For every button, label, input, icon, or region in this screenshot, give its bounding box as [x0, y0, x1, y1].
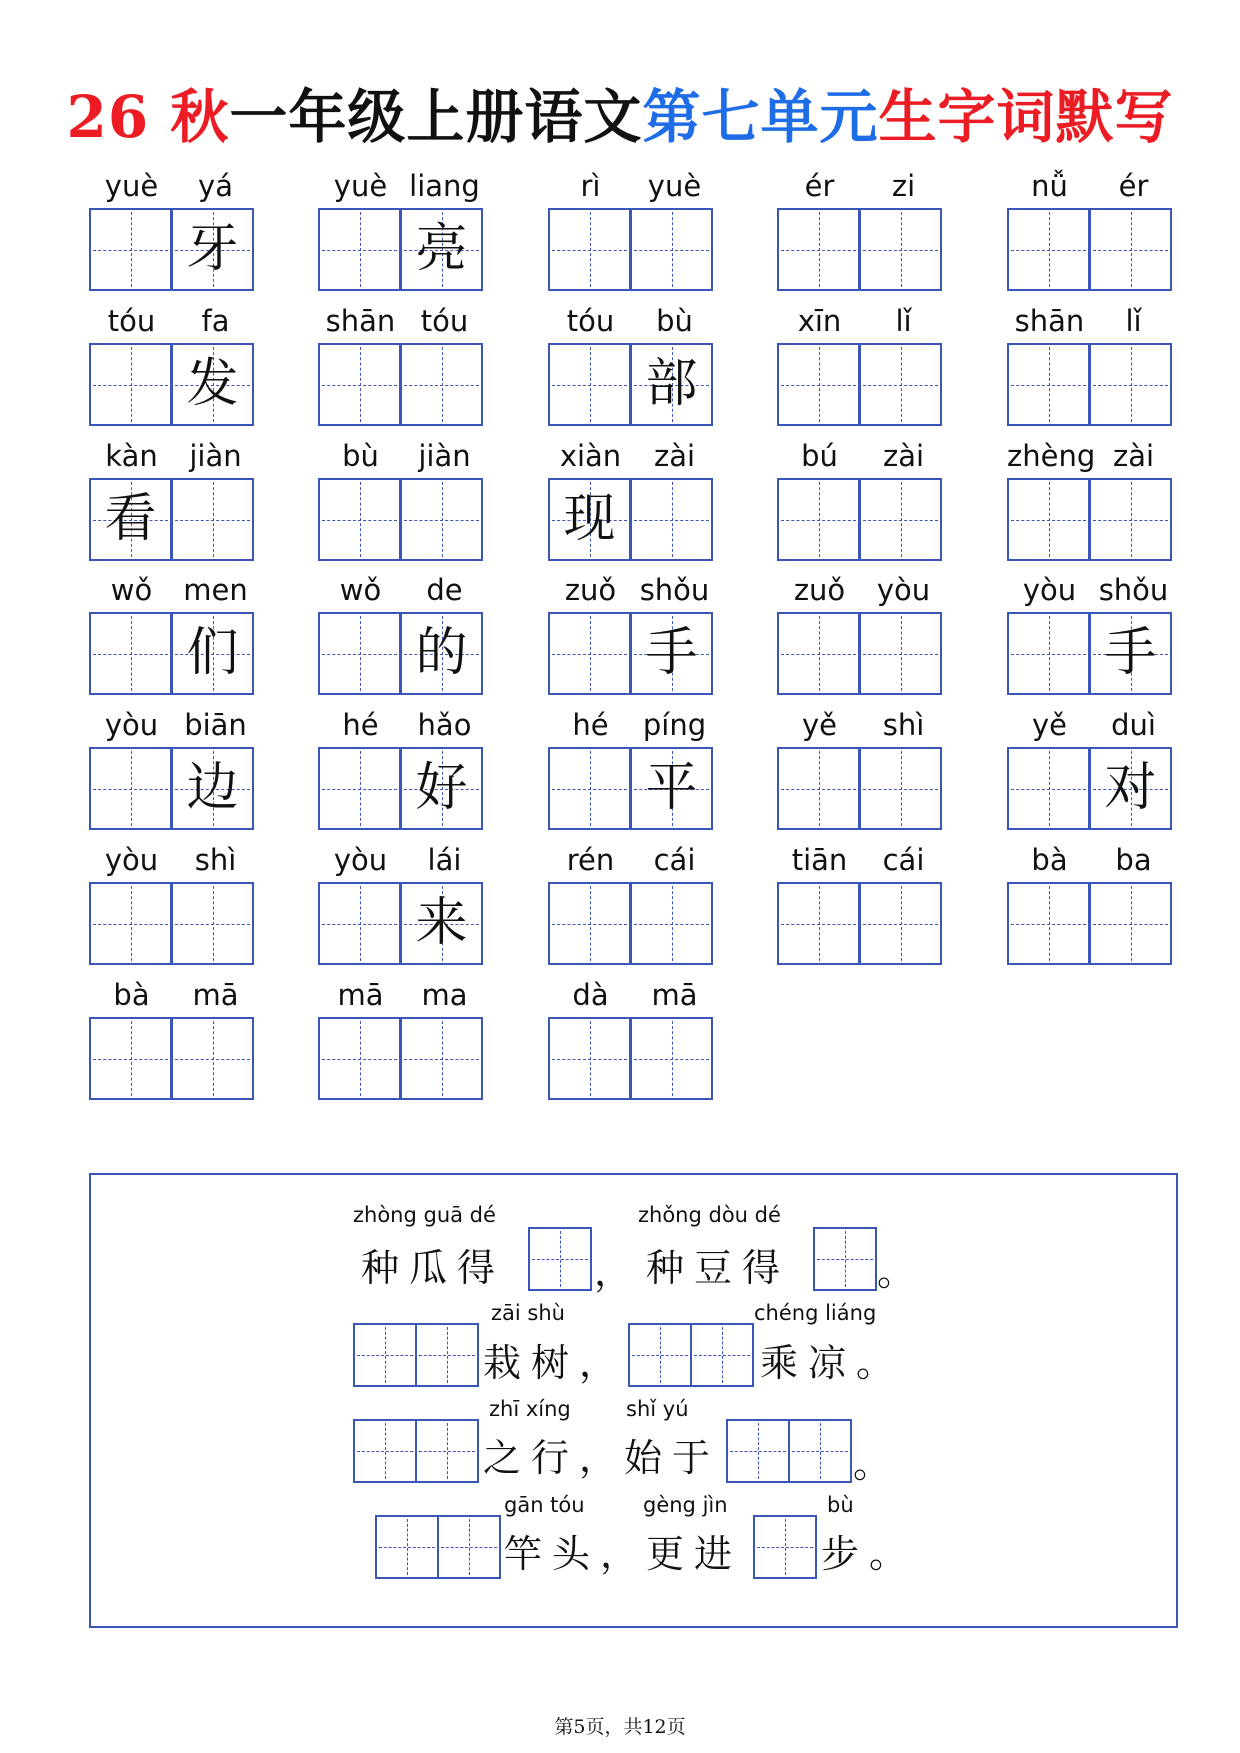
pinyin-row — [1007, 436, 1177, 476]
given-character — [779, 884, 858, 963]
tianzige-box[interactable] — [89, 478, 172, 561]
given-character — [320, 480, 399, 559]
pinyin-syllable: xīn — [797, 304, 842, 338]
grid-guide-horizontal — [817, 1259, 873, 1260]
pinyin-syllable: ér — [804, 169, 835, 203]
pinyin-row — [89, 975, 259, 1015]
tianzige-box[interactable] — [859, 343, 942, 426]
tianzige-box[interactable] — [1089, 343, 1172, 426]
sentence-pinyin: shǐ yú — [626, 1397, 689, 1421]
answer-box[interactable] — [528, 1227, 592, 1291]
tianzige-box[interactable] — [318, 343, 401, 426]
given-character — [320, 884, 399, 963]
tianzige-box[interactable] — [171, 882, 254, 965]
given-character — [320, 1019, 399, 1098]
tianzige-box[interactable] — [548, 612, 631, 695]
pinyin-syllable: shì — [194, 843, 237, 877]
pinyin-syllable: rén — [566, 843, 615, 877]
sentence-text: 始于 — [624, 1436, 721, 1480]
given-character — [1091, 210, 1170, 289]
pinyin-syllable: biān — [184, 708, 247, 742]
grid-guide-horizontal — [357, 1451, 413, 1452]
tianzige-box[interactable] — [1007, 747, 1090, 830]
pinyin-row — [318, 975, 488, 1015]
pinyin-syllable: tóu — [566, 304, 615, 338]
pinyin-syllable: shān — [1014, 304, 1085, 338]
title-topic: 生字词默写 — [878, 83, 1174, 151]
grid-guide-horizontal — [419, 1451, 475, 1452]
given-character — [861, 210, 940, 289]
pinyin-syllable: zuǒ — [793, 573, 846, 607]
given-character: 发 — [186, 354, 239, 414]
given-character — [91, 210, 170, 289]
tianzige-box[interactable] — [1089, 747, 1172, 830]
pinyin-row — [1007, 166, 1177, 206]
pinyin-syllable: zhèng — [1007, 439, 1096, 473]
pinyin-syllable: yòu — [1022, 573, 1077, 607]
pinyin-row — [318, 436, 488, 476]
pinyin-row — [777, 436, 947, 476]
tianzige-box[interactable] — [400, 747, 483, 830]
pinyin-row — [1007, 301, 1177, 341]
tianzige-box[interactable] — [1007, 882, 1090, 965]
pinyin-syllable: jiàn — [418, 439, 471, 473]
tianzige-box[interactable] — [548, 343, 631, 426]
given-character — [402, 345, 481, 424]
given-character: 平 — [645, 758, 698, 818]
tianzige-box[interactable] — [318, 478, 401, 561]
tianzige-box[interactable] — [1007, 208, 1090, 291]
answer-box[interactable] — [788, 1419, 852, 1483]
given-character: 看 — [104, 489, 157, 549]
given-character — [1009, 749, 1088, 828]
pinyin-syllable: shān — [325, 304, 396, 338]
page-footer: 第5页，共12页 — [554, 1716, 686, 1738]
pinyin-syllable: lái — [427, 843, 462, 877]
pinyin-syllable: mā — [192, 978, 239, 1012]
sentence-pinyin: chéng liáng — [754, 1301, 877, 1325]
title-term: 26 秋 — [66, 83, 230, 151]
grid-guide-horizontal — [357, 1355, 413, 1356]
pinyin-row — [548, 975, 718, 1015]
grid-guide-horizontal — [694, 1355, 750, 1356]
tianzige-box[interactable] — [630, 343, 713, 426]
answer-box[interactable] — [415, 1419, 479, 1483]
tianzige-box[interactable] — [548, 747, 631, 830]
pinyin-syllable: yuè — [104, 169, 159, 203]
pinyin-syllable: liang — [409, 169, 480, 203]
sentence-punctuation: 。 — [877, 1250, 926, 1294]
tianzige-box[interactable] — [89, 747, 172, 830]
sentence-punctuation: ， — [594, 1250, 643, 1294]
pinyin-syllable: yòu — [876, 573, 931, 607]
given-character — [91, 1019, 170, 1098]
tianzige-box[interactable] — [630, 747, 713, 830]
pinyin-syllable: jiàn — [189, 439, 242, 473]
tianzige-box[interactable] — [400, 208, 483, 291]
tianzige-box[interactable] — [1089, 612, 1172, 695]
sentence-pinyin: gèng jìn — [643, 1493, 728, 1517]
pinyin-syllable: lǐ — [1125, 304, 1142, 338]
given-character — [1091, 480, 1170, 559]
pinyin-syllable: bú — [801, 439, 838, 473]
title-unit: 第七单元 — [642, 83, 879, 151]
pinyin-syllable: píng — [642, 708, 707, 742]
tianzige-box[interactable] — [777, 478, 860, 561]
tianzige-box[interactable] — [1089, 208, 1172, 291]
pinyin-row — [548, 570, 718, 610]
given-character: 们 — [186, 623, 239, 683]
pinyin-syllable: bà — [113, 978, 150, 1012]
tianzige-box[interactable] — [171, 478, 254, 561]
tianzige-box[interactable] — [171, 747, 254, 830]
pinyin-row — [777, 705, 947, 745]
pinyin-syllable: yòu — [104, 708, 159, 742]
tianzige-box[interactable] — [400, 882, 483, 965]
given-character — [1009, 884, 1088, 963]
pinyin-syllable: mā — [337, 978, 384, 1012]
sentence-text: 乘凉。 — [760, 1341, 905, 1385]
tianzige-box[interactable] — [859, 612, 942, 695]
tianzige-box[interactable] — [400, 478, 483, 561]
pinyin-row — [318, 705, 488, 745]
given-character — [320, 614, 399, 693]
pinyin-syllable: zài — [1112, 439, 1155, 473]
given-character: 对 — [1104, 758, 1157, 818]
given-character — [632, 1019, 711, 1098]
given-character: 边 — [186, 758, 239, 818]
given-character — [1091, 884, 1170, 963]
tianzige-box[interactable] — [630, 882, 713, 965]
sentence-box — [89, 1173, 1178, 1628]
pinyin-syllable: lǐ — [895, 304, 912, 338]
given-character — [861, 614, 940, 693]
title-grade: 一年级上册语文 — [229, 83, 643, 151]
answer-box[interactable] — [813, 1227, 877, 1291]
given-character — [320, 749, 399, 828]
tianzige-box[interactable] — [318, 882, 401, 965]
tianzige-box[interactable] — [89, 612, 172, 695]
sentence-punctuation: 。 — [853, 1442, 902, 1486]
pinyin-syllable: hé — [342, 708, 379, 742]
tianzige-box[interactable] — [859, 882, 942, 965]
pinyin-syllable: zi — [891, 169, 916, 203]
sentence-text: 种瓜得 — [361, 1246, 506, 1290]
tianzige-box[interactable] — [1089, 478, 1172, 561]
pinyin-syllable: yuè — [647, 169, 702, 203]
given-character — [861, 884, 940, 963]
tianzige-box[interactable] — [89, 882, 172, 965]
given-character — [91, 884, 170, 963]
given-character — [402, 480, 481, 559]
tianzige-box[interactable] — [548, 1017, 631, 1100]
pinyin-syllable: fa — [201, 304, 230, 338]
given-character: 来 — [415, 893, 468, 953]
pinyin-row — [1007, 705, 1177, 745]
given-character — [1009, 614, 1088, 693]
tianzige-box[interactable] — [318, 612, 401, 695]
pinyin-syllable: tóu — [107, 304, 156, 338]
pinyin-syllable: yòu — [333, 843, 388, 877]
given-character — [1009, 480, 1088, 559]
given-character — [1091, 345, 1170, 424]
tianzige-box[interactable] — [171, 343, 254, 426]
pinyin-syllable: yá — [198, 169, 233, 203]
given-character — [91, 345, 170, 424]
pinyin-syllable: hé — [572, 708, 609, 742]
tianzige-box[interactable] — [859, 208, 942, 291]
given-character: 部 — [645, 354, 698, 414]
pinyin-row — [1007, 840, 1177, 880]
pinyin-syllable: xiàn — [559, 439, 622, 473]
tianzige-box[interactable] — [89, 1017, 172, 1100]
answer-box[interactable] — [437, 1515, 501, 1579]
given-character — [91, 749, 170, 828]
given-character — [779, 614, 858, 693]
given-character — [320, 210, 399, 289]
pinyin-row — [89, 705, 259, 745]
pinyin-syllable: nǚ — [1031, 169, 1068, 203]
sentence-pinyin: gān tóu — [504, 1493, 585, 1517]
sentence-pinyin: zāi shù — [491, 1301, 565, 1325]
tianzige-box[interactable] — [548, 208, 631, 291]
given-character — [173, 480, 252, 559]
tianzige-box[interactable] — [777, 208, 860, 291]
tianzige-box[interactable] — [318, 208, 401, 291]
tianzige-box[interactable] — [171, 612, 254, 695]
given-character — [632, 480, 711, 559]
given-character: 的 — [415, 623, 468, 683]
answer-box[interactable] — [353, 1323, 417, 1387]
pinyin-row — [548, 705, 718, 745]
tianzige-box[interactable] — [548, 882, 631, 965]
pinyin-syllable: cái — [653, 843, 696, 877]
pinyin-row — [548, 301, 718, 341]
pinyin-syllable: bà — [1031, 843, 1068, 877]
sentence-text: 竿头， — [504, 1532, 649, 1576]
given-character — [1009, 345, 1088, 424]
grid-guide-horizontal — [730, 1451, 786, 1452]
sentence-text: 之行， — [483, 1436, 628, 1480]
given-character — [550, 1019, 629, 1098]
tianzige-box[interactable] — [859, 747, 942, 830]
pinyin-syllable: wǒ — [110, 573, 153, 607]
given-character: 牙 — [186, 219, 239, 279]
tianzige-box[interactable] — [318, 747, 401, 830]
pinyin-row — [548, 436, 718, 476]
pinyin-syllable: kàn — [105, 439, 158, 473]
pinyin-syllable: zài — [882, 439, 925, 473]
pinyin-syllable: duì — [1111, 708, 1156, 742]
tianzige-box[interactable] — [171, 1017, 254, 1100]
tianzige-box[interactable] — [318, 1017, 401, 1100]
pinyin-syllable: tóu — [420, 304, 469, 338]
pinyin-row — [89, 166, 259, 206]
given-character: 手 — [1104, 623, 1157, 683]
tianzige-box[interactable] — [630, 612, 713, 695]
pinyin-row — [89, 436, 259, 476]
pinyin-syllable: yòu — [104, 843, 159, 877]
answer-box[interactable] — [690, 1323, 754, 1387]
given-character — [550, 749, 629, 828]
pinyin-syllable: yě — [1031, 708, 1067, 742]
pinyin-row — [548, 840, 718, 880]
pinyin-syllable: yě — [801, 708, 837, 742]
sentence-text: 更进 — [646, 1532, 743, 1576]
sentence-text: 步。 — [821, 1532, 918, 1576]
tianzige-box[interactable] — [777, 612, 860, 695]
grid-guide-horizontal — [379, 1547, 435, 1548]
pinyin-syllable: yuè — [333, 169, 388, 203]
pinyin-row — [1007, 570, 1177, 610]
grid-guide-horizontal — [532, 1259, 588, 1260]
given-character — [173, 884, 252, 963]
tianzige-box[interactable] — [1089, 882, 1172, 965]
given-character — [550, 884, 629, 963]
tianzige-box[interactable] — [630, 1017, 713, 1100]
answer-box[interactable] — [353, 1419, 417, 1483]
page-title — [0, 72, 1240, 162]
given-character — [320, 345, 399, 424]
tianzige-box[interactable] — [548, 478, 631, 561]
pinyin-syllable: shǒu — [1098, 573, 1169, 607]
given-character — [861, 480, 940, 559]
grid-guide-horizontal — [792, 1451, 848, 1452]
sentence-pinyin: zhòng guā dé — [353, 1203, 496, 1227]
tianzige-box[interactable] — [1007, 478, 1090, 561]
given-character — [861, 749, 940, 828]
tianzige-box[interactable] — [630, 478, 713, 561]
pinyin-syllable: ér — [1118, 169, 1149, 203]
pinyin-syllable: bù — [342, 439, 379, 473]
pinyin-row — [777, 840, 947, 880]
given-character: 好 — [415, 758, 468, 818]
tianzige-box[interactable] — [630, 208, 713, 291]
given-character: 亮 — [415, 219, 468, 279]
pinyin-syllable: cái — [882, 843, 925, 877]
given-character — [550, 345, 629, 424]
given-character — [91, 614, 170, 693]
tianzige-box[interactable] — [777, 747, 860, 830]
pinyin-syllable: de — [426, 573, 463, 607]
tianzige-box[interactable] — [400, 343, 483, 426]
tianzige-box[interactable] — [1007, 612, 1090, 695]
pinyin-row — [318, 166, 488, 206]
pinyin-syllable: bù — [656, 304, 693, 338]
given-character — [550, 614, 629, 693]
pinyin-syllable: rì — [580, 169, 601, 203]
given-character — [779, 480, 858, 559]
grid-guide-horizontal — [441, 1547, 497, 1548]
tianzige-box[interactable] — [777, 343, 860, 426]
tianzige-box[interactable] — [400, 1017, 483, 1100]
tianzige-box[interactable] — [89, 343, 172, 426]
given-character: 手 — [645, 623, 698, 683]
grid-guide-horizontal — [632, 1355, 688, 1356]
pinyin-row — [777, 301, 947, 341]
pinyin-syllable: shì — [882, 708, 925, 742]
sentence-pinyin: zhǒng dòu dé — [638, 1203, 781, 1227]
tianzige-box[interactable] — [89, 208, 172, 291]
grid-guide-horizontal — [757, 1547, 813, 1548]
pinyin-row — [318, 570, 488, 610]
pinyin-syllable: mā — [651, 978, 698, 1012]
pinyin-syllable: zài — [653, 439, 696, 473]
given-character — [779, 749, 858, 828]
sentence-text: 栽树， — [483, 1341, 628, 1385]
given-character — [173, 1019, 252, 1098]
pinyin-row — [777, 570, 947, 610]
grid-guide-horizontal — [419, 1355, 475, 1356]
answer-box[interactable] — [415, 1323, 479, 1387]
tianzige-box[interactable] — [777, 882, 860, 965]
pinyin-row — [777, 166, 947, 206]
pinyin-syllable: men — [183, 573, 248, 607]
pinyin-row — [89, 570, 259, 610]
pinyin-row — [89, 840, 259, 880]
tianzige-box[interactable] — [171, 208, 254, 291]
pinyin-syllable: wǒ — [339, 573, 382, 607]
tianzige-box[interactable] — [859, 478, 942, 561]
pinyin-syllable: zuǒ — [564, 573, 617, 607]
pinyin-syllable: tiān — [791, 843, 848, 877]
answer-box[interactable] — [753, 1515, 817, 1579]
pinyin-row — [548, 166, 718, 206]
given-character — [779, 345, 858, 424]
pinyin-syllable: hǎo — [417, 708, 472, 742]
given-character — [402, 1019, 481, 1098]
pinyin-row — [318, 840, 488, 880]
given-character — [1009, 210, 1088, 289]
pinyin-syllable: ba — [1115, 843, 1152, 877]
tianzige-box[interactable] — [1007, 343, 1090, 426]
sentence-pinyin: zhī xíng — [489, 1397, 571, 1421]
answer-box[interactable] — [628, 1323, 692, 1387]
sentence-pinyin: bù — [827, 1493, 854, 1517]
pinyin-syllable: shǒu — [639, 573, 710, 607]
answer-box[interactable] — [726, 1419, 790, 1483]
given-character — [861, 345, 940, 424]
given-character — [632, 210, 711, 289]
sentence-text: 种豆得 — [646, 1246, 791, 1290]
given-character — [779, 210, 858, 289]
pinyin-row — [89, 301, 259, 341]
pinyin-syllable: ma — [421, 978, 468, 1012]
pinyin-syllable: dà — [572, 978, 609, 1012]
given-character — [550, 210, 629, 289]
given-character: 现 — [563, 489, 616, 549]
pinyin-row — [318, 301, 488, 341]
given-character — [632, 884, 711, 963]
answer-box[interactable] — [375, 1515, 439, 1579]
tianzige-box[interactable] — [400, 612, 483, 695]
